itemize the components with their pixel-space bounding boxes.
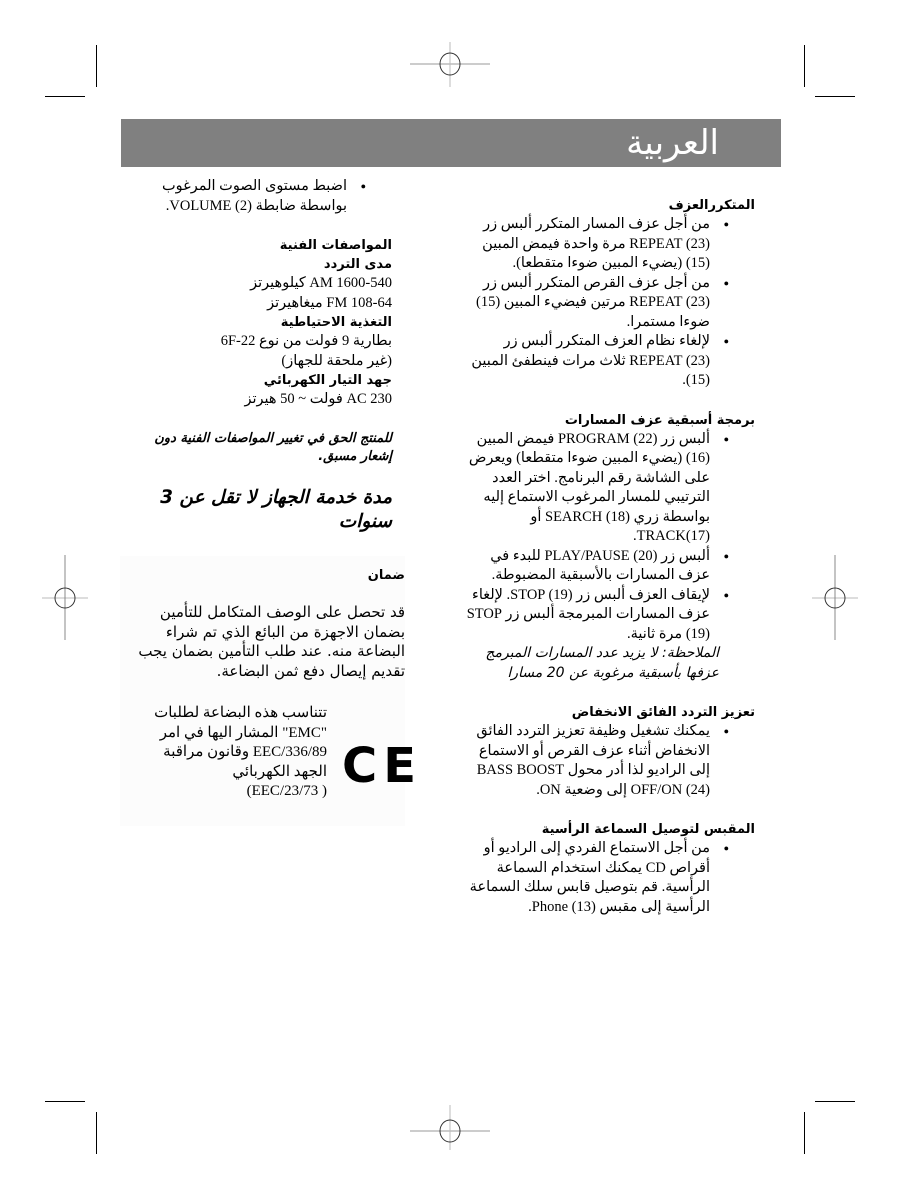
- battery-note: (غير ملحقة للجهاز): [281, 352, 392, 369]
- registration-mark-bottom-icon: [410, 1105, 490, 1155]
- language-title: العربية: [626, 123, 719, 163]
- list-item: ● اضبط مستوى الصوت المرغوب بواسطة ضابطة VOLUME (2).: [120, 177, 392, 216]
- list-item: ● لإلغاء نظام العزف المتكرر ألبس زر REPEAT (23) ثلاث مرات فينطفئ المبين (15).: [460, 332, 755, 391]
- language-header-bar: [121, 119, 781, 167]
- headphones-section: [460, 820, 755, 917]
- power-spec: 230 AC فولت ~ 50 هيرتز: [244, 391, 392, 407]
- ce-mark-icon: CE: [342, 738, 423, 794]
- program-list: [460, 430, 755, 645]
- fm-range: 108-64 FM ميغاهيرتز: [267, 294, 392, 311]
- list-item: ● من أجل عزف المسار المتكرر ألبس زر REPEAT (23) مرة واحدة فيمض المبين (15) (يضيء المبين ضوءا متقطعا).: [460, 215, 755, 274]
- service-life-notice: مدة خدمة الجهاز لا تقل عن 3 سنوات: [160, 486, 392, 532]
- warranty-section: [120, 566, 405, 681]
- crop-mark-top-left-v: [96, 45, 97, 87]
- warranty-block: [120, 556, 423, 826]
- crop-mark-bottom-left-h: [45, 1101, 85, 1102]
- ce-line: EEC/336/89 وقانون مراقبة: [163, 744, 327, 760]
- ce-compliance: [130, 704, 423, 824]
- repeat-heading: المتكررالعزف: [668, 198, 755, 213]
- list-item: ● ألبس زر PROGRAM (22) فيمض المبين (16) (يضيء المبين ضوءا متقطعا) ويعرض على الشاشة رقم البرنامج. اختر العدد الترتيبي للمسار المرغوب الاستماع إليه بواسطة زري SEARCH (18) أو (17)TRACK.: [460, 430, 755, 547]
- specs-section: [120, 236, 392, 410]
- program-heading: برمجة أسبقية عزف المسارات: [564, 412, 755, 428]
- repeat-list: [460, 215, 755, 391]
- specs-disclaimer: للمنتج الحق في تغيير المواصفات الفنية دون إشعار مسبق.: [154, 430, 392, 464]
- specs-heading: المواصفات الفنية: [279, 238, 392, 253]
- list-item: ● يمكنك تشغيل وظيفة تعزيز التردد الفائق الانخفاض أثناء عزف القرص أو الاستماع إلى الراديو لذا أدر محول BASS BOOST OFF/ON (24) إلى وضعية ON.: [460, 722, 755, 800]
- crop-mark-bottom-right-h: [815, 1101, 855, 1102]
- crop-mark-top-left-h: [45, 96, 85, 97]
- list-item: ● لإيقاف العزف ألبس زر STOP (19). لإلغاء عزف المسارات المبرمجة ألبس زر STOP (19) مرة ثانية.: [460, 586, 755, 645]
- list-item: ● من أجل الاستماع الفردي إلى الراديو أو أقراص CD يمكنك استخدام السماعة الرأسية. قم بتوصيل قابس سلك السماعة الرأسية إلى مقبس Phone (13).: [460, 839, 755, 917]
- headphones-heading: المقبس لتوصيل السماعة الرأسية: [541, 822, 755, 837]
- headphones-list: [460, 839, 755, 917]
- list-item: ● ألبس زر PLAY/PAUSE (20) للبدء في عزف المسارات بالأسبقية المضبوطة.: [460, 547, 755, 586]
- bass-boost-heading: تعزيز التردد الفائق الانخفاض: [571, 705, 755, 720]
- backup-power-heading: التغذية الاحتياطية: [280, 315, 392, 330]
- ce-line: ( EEC/23/73): [246, 783, 327, 799]
- registration-mark-left-icon: [40, 555, 90, 645]
- registration-mark-top-icon: [410, 42, 490, 92]
- crop-mark-top-right-v: [804, 45, 805, 87]
- crop-mark-bottom-left-v: [96, 1112, 97, 1154]
- program-note: الملاحظة: لا يزيد عدد المسارات المبرمج عزفها بأسبقية مرغوبة عن 20 مسارا: [485, 645, 719, 681]
- bass-boost-list: [460, 722, 755, 800]
- ce-line: الجهد الكهربائي: [232, 763, 327, 780]
- volume-list: [120, 177, 392, 216]
- warranty-text: قد تحصل على الوصف المتكامل للتأمين بضمان الاجهزة من البائع الذي تم شراء البضاعة منه. عند طلب التأمين بضمان يجب تقديم إيصال دفع ثمن البضاعة.: [138, 603, 405, 680]
- crop-mark-bottom-right-v: [804, 1112, 805, 1154]
- left-column: [120, 177, 392, 534]
- list-item: ● من أجل عزف القرص المتكرر ألبس زر REPEAT (23) مرتين فيضيء المبين (15) ضوءا مستمرا.: [460, 274, 755, 333]
- bass-boost-section: [460, 703, 755, 800]
- repeat-section: [460, 196, 755, 391]
- registration-mark-right-icon: [810, 555, 860, 645]
- am-range: 1600-540 AM كيلوهيرتز: [250, 275, 392, 291]
- frequency-heading: مدى التردد: [323, 257, 392, 272]
- battery-spec: بطارية 9 فولت من نوع 6F-22: [220, 333, 392, 349]
- crop-mark-top-right-h: [815, 96, 855, 97]
- ce-line: تتناسب هذه البضاعة لطلبات: [154, 705, 327, 721]
- ce-compliance-text: [154, 704, 327, 802]
- ce-line: "EMC" المشار اليها في امر: [159, 724, 327, 741]
- warranty-heading: ضمان: [367, 568, 405, 583]
- program-section: [460, 411, 755, 684]
- power-heading: جهد التيار الكهربائي: [263, 373, 392, 388]
- right-column: [460, 196, 755, 917]
